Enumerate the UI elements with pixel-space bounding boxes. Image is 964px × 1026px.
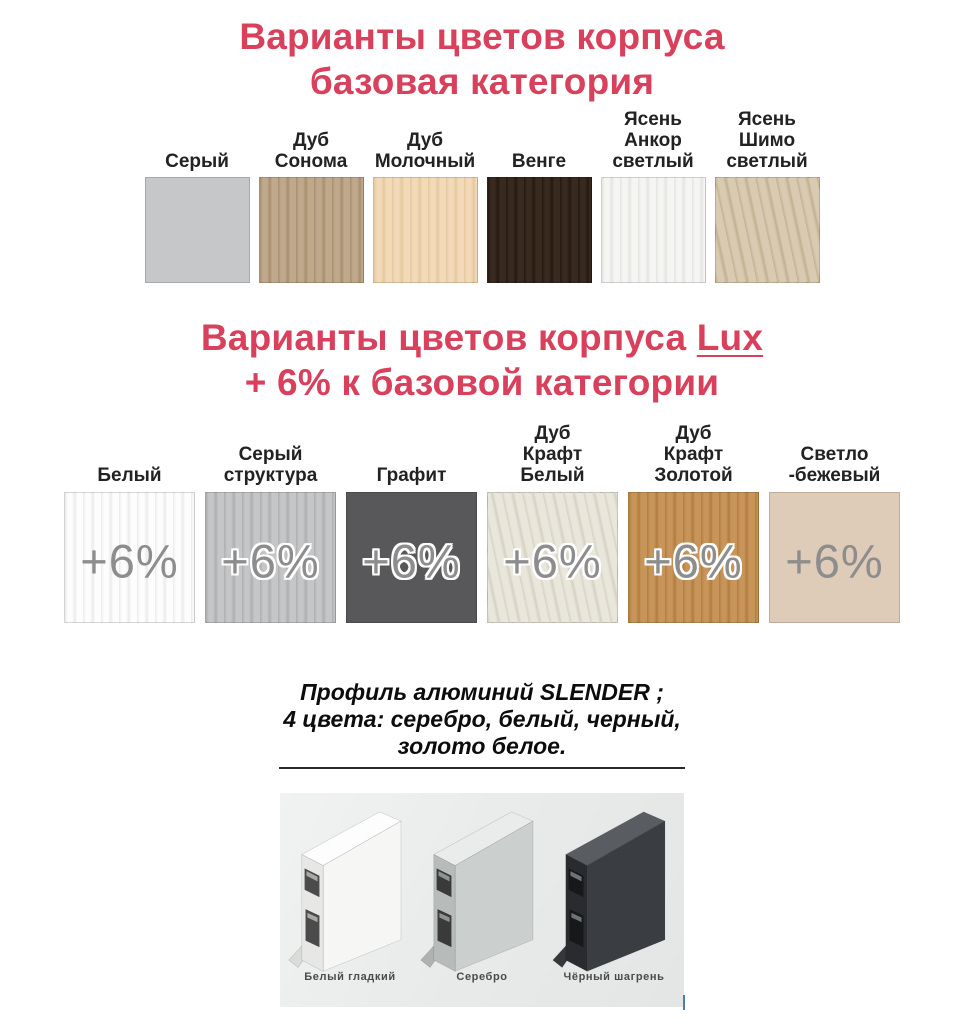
- swatch-cell: [769, 414, 900, 623]
- surcharge-badge: +6%: [785, 534, 884, 588]
- swatch-label: Серый структура: [223, 443, 318, 486]
- swatch: [205, 492, 336, 623]
- swatch: [628, 492, 759, 623]
- text-cursor: [683, 995, 685, 1010]
- surcharge-badge: +6%: [80, 534, 179, 588]
- surcharge-badge: +6%: [644, 534, 743, 588]
- lux-title-prefix: Варианты цветов корпуса: [200, 317, 697, 359]
- swatch-label: Серый: [165, 151, 229, 173]
- swatch: [373, 177, 478, 283]
- profile-label: Белый гладкий: [304, 970, 396, 983]
- divider-line: [279, 767, 685, 769]
- base-swatch-row: [0, 110, 964, 283]
- profile-figure: [416, 793, 548, 1007]
- surcharge-badge: +6%: [362, 534, 461, 588]
- swatch-label: Дуб Молочный: [374, 130, 476, 173]
- surcharge-badge: +6%: [221, 534, 320, 588]
- profile-label: Серебро: [456, 970, 508, 983]
- swatch: [487, 177, 592, 283]
- swatch-label: Ясень Шимо светлый: [726, 109, 808, 173]
- swatch-cell: [487, 110, 592, 283]
- profile-label: Чёрный шагрень: [563, 970, 665, 983]
- swatch: [346, 492, 477, 623]
- swatch-label: Белый: [97, 464, 162, 486]
- swatch: [487, 492, 618, 623]
- swatch-cell: [628, 414, 759, 623]
- profile-text-line3: золото белое.: [397, 732, 567, 759]
- swatch-label: Дуб Крафт Белый: [520, 422, 585, 486]
- aluminium-profile-icon: [551, 797, 677, 975]
- aluminium-profile-icon: [287, 797, 413, 975]
- surcharge-badge: +6%: [503, 534, 602, 588]
- base-title-line1: Варианты цветов корпуса: [239, 16, 725, 57]
- base-title-line2: базовая категория: [309, 61, 655, 103]
- lux-swatch-row: [0, 414, 964, 623]
- base-category-section: [0, 0, 964, 283]
- swatch-cell: [715, 110, 820, 283]
- lux-title-line2: + 6% к базовой категории: [244, 362, 720, 404]
- swatch-cell: [205, 414, 336, 623]
- swatch-label: Дуб Сонома: [274, 130, 348, 173]
- swatch: [601, 177, 706, 283]
- aluminium-profile-icon: [419, 797, 545, 975]
- swatch-cell: [487, 414, 618, 623]
- swatch-label: Светло -бежевый: [788, 443, 881, 486]
- profile-text-line2: 4 цвета: серебро, белый, черный,: [283, 705, 681, 732]
- profile-photo: [280, 793, 684, 1007]
- lux-word: Lux: [696, 317, 764, 359]
- profile-figure: [284, 793, 416, 1007]
- swatch-cell: [145, 110, 250, 283]
- profile-section: [0, 679, 964, 1007]
- profile-description: [0, 679, 964, 760]
- lux-section: [0, 283, 964, 622]
- base-category-title: [0, 0, 964, 104]
- swatch-label: Графит: [376, 464, 447, 486]
- swatch: [769, 492, 900, 623]
- swatch: [259, 177, 364, 283]
- profile-figure: [548, 793, 680, 1007]
- swatch-cell: [259, 110, 364, 283]
- swatch-label: Ясень Анкор светлый: [612, 109, 694, 173]
- swatch-cell: [64, 414, 195, 623]
- swatch-label: Дуб Крафт Золотой: [654, 422, 733, 486]
- swatch-cell: [601, 110, 706, 283]
- swatch: [64, 492, 195, 623]
- profile-text-line1: Профиль алюминий SLENDER ;: [300, 678, 664, 705]
- swatch-cell: [373, 110, 478, 283]
- swatch: [145, 177, 250, 283]
- swatch-cell: [346, 414, 477, 623]
- lux-title: [0, 283, 964, 405]
- swatch-label: Венге: [511, 151, 567, 173]
- swatch: [715, 177, 820, 283]
